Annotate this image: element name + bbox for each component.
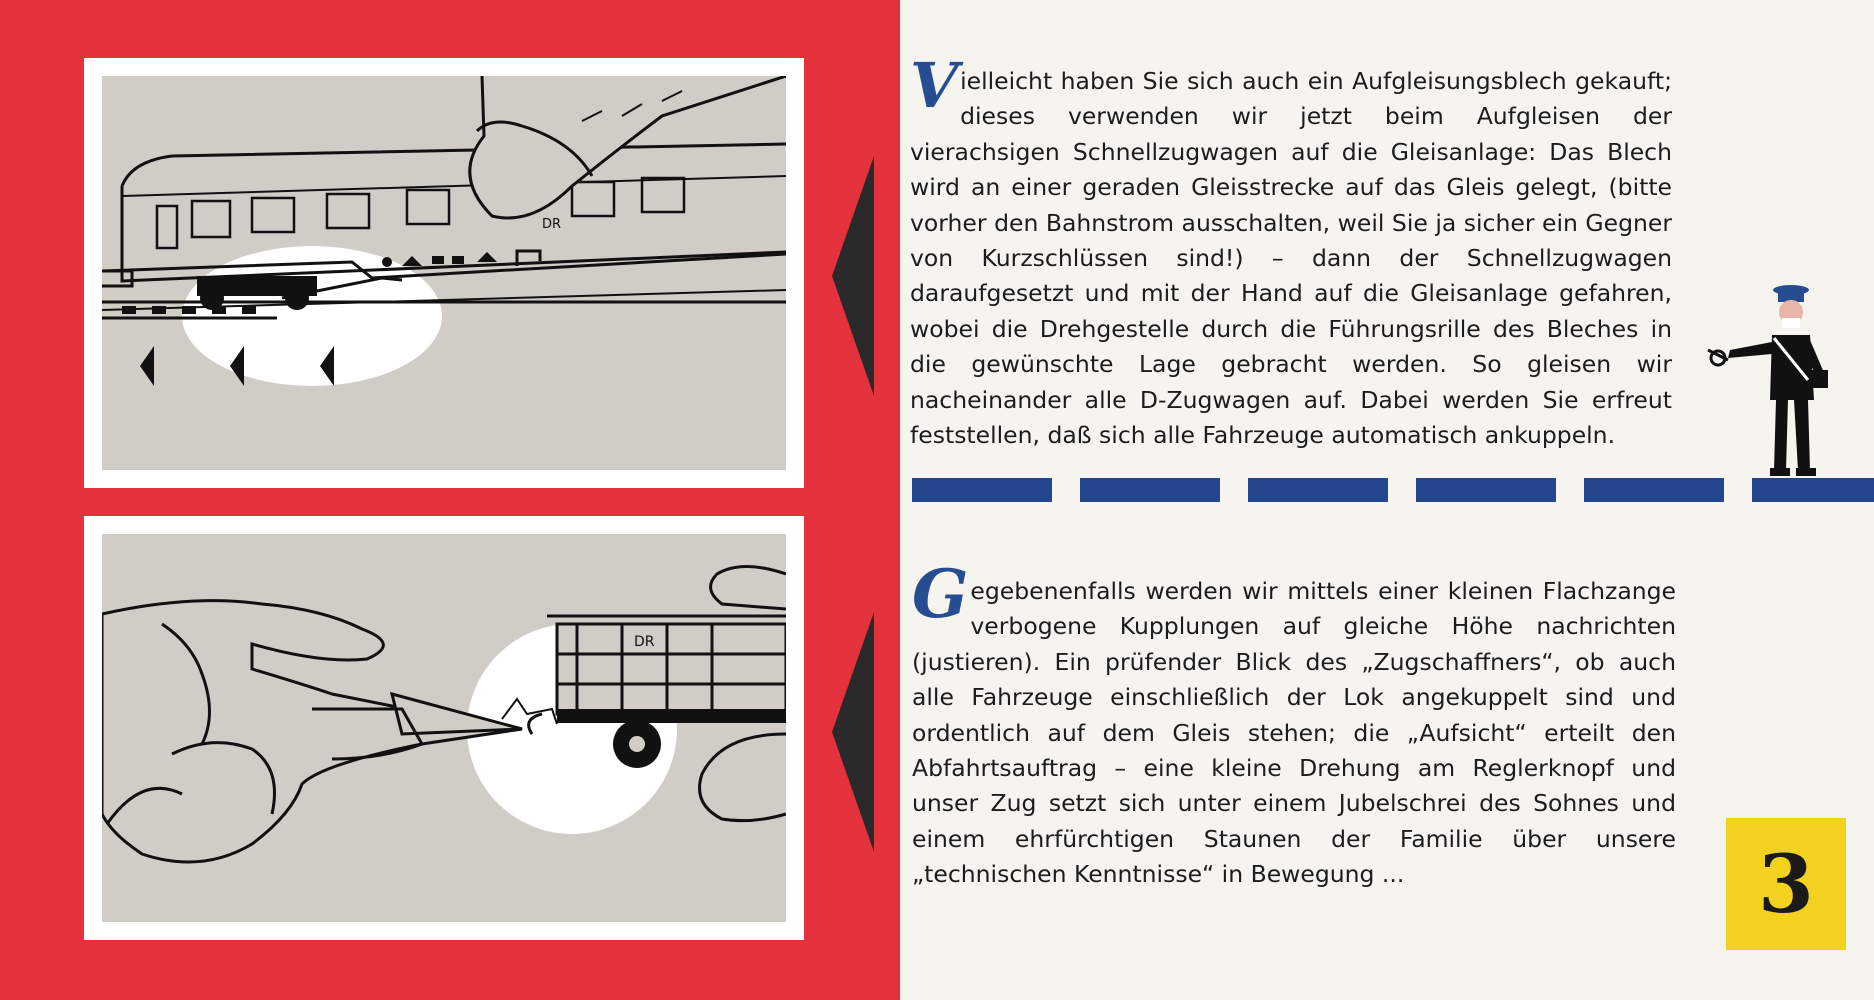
conductor-figure <box>1690 280 1840 480</box>
dash-rule-segment <box>912 478 1052 502</box>
illustration-canvas <box>102 534 786 922</box>
pointer-triangle <box>832 612 874 852</box>
wagon-marking: DR <box>542 217 562 232</box>
dash-rule-segment <box>1584 478 1724 502</box>
paragraph-text: ielleicht haben Sie sich auch ein Aufgleisungsblech gekauft; dieses verwenden wir jetzt beim Aufgleisen der vierachsigen Schnellzugwagen auf die Gleisanlage: Das Blech wird an einer geraden Gleisstrecke auf das Gleis gelegt, (bitte vorher den Bahnstrom ausschalten, weil Sie ja sicher ein Gegner von Kurzschlüssen sind!) – dann der Schnellzugwagen daraufgesetzt und mit der Hand auf die Gleisanlage gefahren, wobei die Drehgestelle durch die Führungsrille des Bleches in die gewünschte Lage gebracht werden. So gleisen wir nacheinander alle D-Zugwagen auf. Dabei werden Sie erfreut feststellen, daß sich alle Fahrzeuge automatisch ankuppeln. <box>910 67 1672 450</box>
instruction-paragraph-adjusting <box>912 555 1676 893</box>
page-number: 3 <box>1758 837 1814 931</box>
drop-cap: V <box>910 49 959 122</box>
illustration-rerailing-coach <box>84 58 804 488</box>
coach-on-rerailer-drawing <box>102 76 786 470</box>
pliers-drawing <box>102 534 786 922</box>
wagon-marking: DR <box>634 634 655 650</box>
illustration-canvas <box>102 76 786 470</box>
pointer-triangle <box>832 156 874 396</box>
drop-cap: G <box>912 555 969 633</box>
illustration-adjusting-coupling <box>84 516 804 940</box>
page-number-box <box>1726 818 1846 950</box>
dash-rule-segment <box>1752 478 1874 502</box>
paragraph-text: egebenenfalls werden wir mittels einer kleinen Flachzange verbogene Kupplungen auf gleiche Höhe nachrichten (justieren). Ein prüfender Blick des „Zugschaffners“, ob auch alle Fahrzeuge einschließlich der Lok angekuppelt sind und ordentlich auf dem Gleis stehen; die „Aufsicht“ erteilt den Abfahrtsauftrag – eine kleine Drehung am Reglerknopf und unser Zug setzt sich unter einem Jubelschrei des Sohnes und einem ehrfürchtigen Staunen der Familie über unsere „technischen Kenntnisse“ in Bewegung ... <box>912 577 1676 889</box>
dash-rule-segment <box>1416 478 1556 502</box>
dash-rule-segment <box>1080 478 1220 502</box>
dash-rule-segment <box>1248 478 1388 502</box>
instruction-paragraph-rerailing <box>910 49 1672 453</box>
